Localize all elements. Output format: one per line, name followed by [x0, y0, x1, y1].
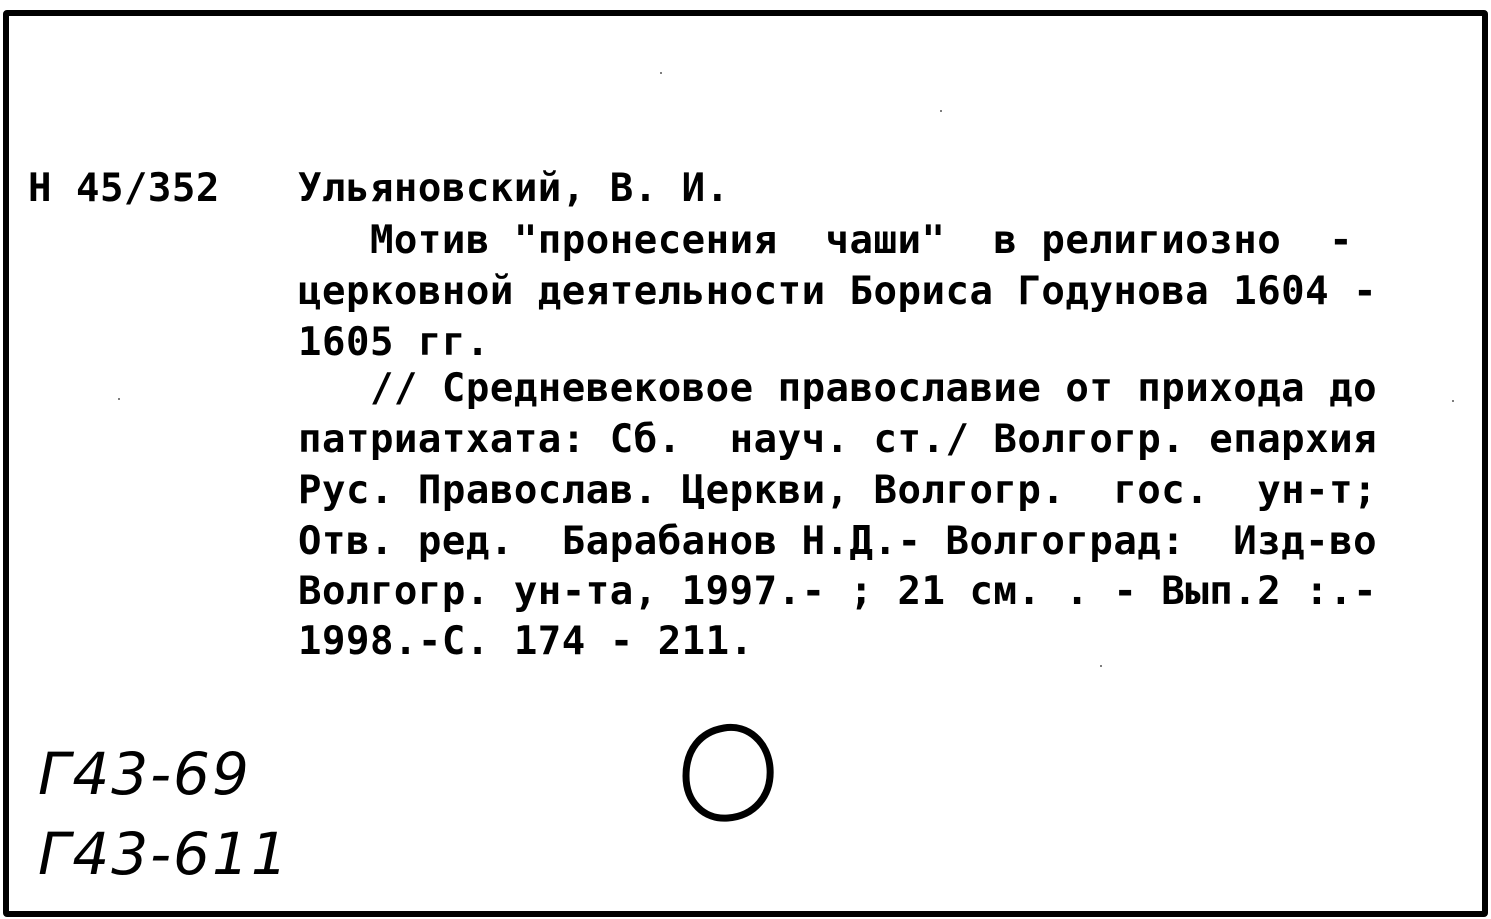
source-line-2: патриатхата: Сб. науч. ст./ Волгогр. епархия [298, 417, 1378, 462]
author-heading: Ульяновский, В. И. [298, 166, 730, 211]
handwritten-note-1: Г43-69 [38, 740, 251, 808]
speck [940, 110, 942, 112]
speck [1100, 665, 1102, 667]
source-line-1: // Средневековое православие от прихода до [298, 366, 1378, 411]
shelfmark: Н 45/352 [28, 166, 220, 211]
speck [1452, 400, 1454, 402]
speck [660, 72, 662, 74]
handwritten-note-2: Г43-611 [38, 820, 290, 888]
title-line-2: церковной деятельности Бориса Годунова 1604 - [298, 269, 1378, 314]
source-line-5: Волгогр. ун-та, 1997.- ; 21 см. . - Вып.2 :.- [298, 569, 1378, 614]
punch-hole-icon [676, 720, 780, 824]
speck [118, 398, 120, 400]
source-line-6: 1998.-С. 174 - 211. [298, 619, 754, 664]
source-line-3: Рус. Православ. Церкви, Волгогр. гос. ун-т; [298, 468, 1378, 513]
title-line-3: 1605 гг. [298, 320, 490, 365]
title-line-1: Мотив "пронесения чаши" в религиозно - [298, 218, 1354, 263]
source-line-4: Отв. ред. Барабанов Н.Д.- Волгоград: Изд-во [298, 519, 1378, 564]
